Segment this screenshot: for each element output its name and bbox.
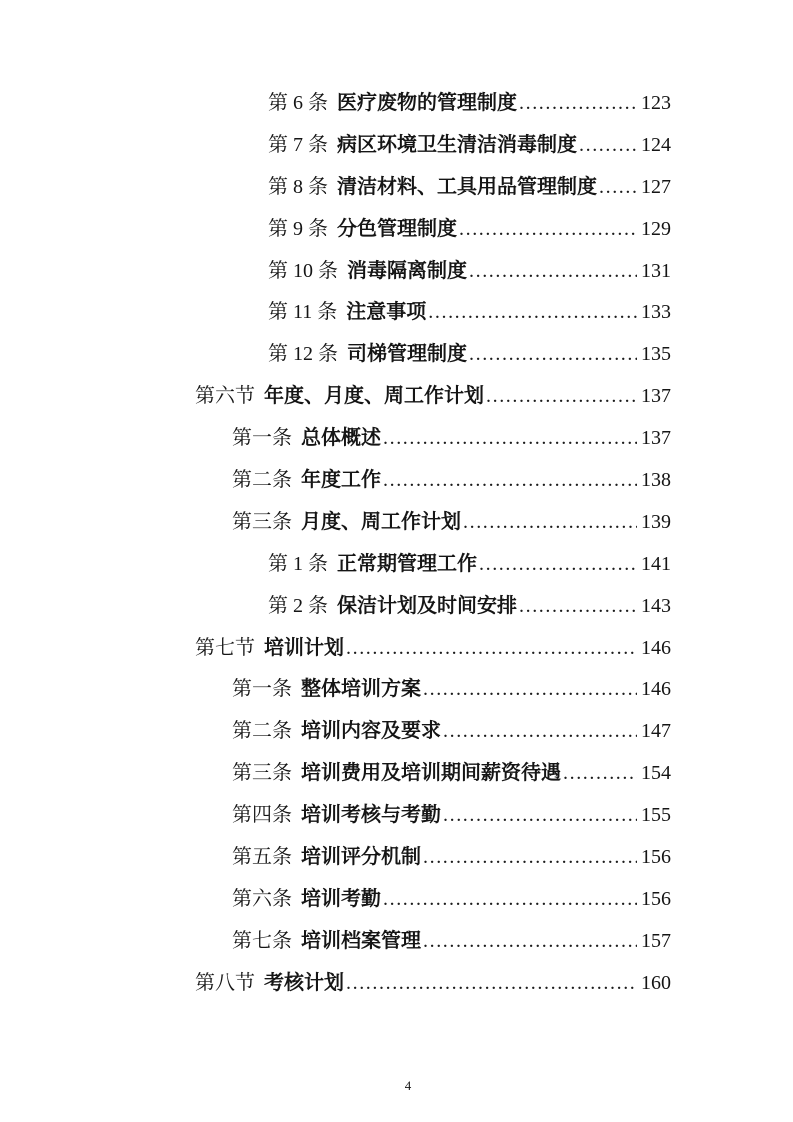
toc-entry-page: 156 xyxy=(641,846,671,869)
toc-leader-dots xyxy=(469,251,637,293)
toc-entry-prefix: 第六节 xyxy=(195,385,255,408)
toc-entry-prefix: 第 10 条 xyxy=(268,259,338,282)
toc-leader-dots xyxy=(459,209,637,251)
toc-leader-dots xyxy=(346,628,637,670)
toc-entry-title: 整体培训方案 xyxy=(301,678,421,701)
toc-entry[interactable] xyxy=(0,795,793,837)
toc-entry-title: 培训考核与考勤 xyxy=(301,804,441,827)
toc-entry-page: 135 xyxy=(641,343,671,366)
toc-entry-prefix: 第一条 xyxy=(232,678,292,701)
toc-entry[interactable] xyxy=(0,586,793,628)
toc-entry-page: 143 xyxy=(641,594,671,617)
toc-leader-dots xyxy=(579,125,637,167)
toc-entry-page: 147 xyxy=(641,720,671,743)
toc-entry-page: 146 xyxy=(641,678,671,701)
toc-entry-prefix: 第 8 条 xyxy=(268,175,328,198)
toc-entry-page: 133 xyxy=(641,301,671,324)
toc-leader-dots xyxy=(423,837,637,879)
toc-entry[interactable] xyxy=(0,544,793,586)
toc-leader-dots xyxy=(519,83,637,125)
toc-entry-prefix: 第四条 xyxy=(232,804,292,827)
toc-entry-prefix: 第 2 条 xyxy=(268,594,328,617)
toc-entry-page: 129 xyxy=(641,217,671,240)
toc-entry-title: 消毒隔离制度 xyxy=(347,259,467,282)
toc-entry-title: 月度、周工作计划 xyxy=(301,510,461,533)
toc-entry-prefix: 第二条 xyxy=(232,720,292,743)
toc-entry-prefix: 第一条 xyxy=(232,427,292,450)
toc-entry-page: 137 xyxy=(641,427,671,450)
toc-entry[interactable] xyxy=(0,753,793,795)
toc-leader-dots xyxy=(519,586,637,628)
toc-entry-prefix: 第七条 xyxy=(232,929,292,952)
toc-entry-title: 医疗废物的管理制度 xyxy=(337,92,517,114)
toc-entry-page: 124 xyxy=(641,133,671,156)
toc-entry-page: 127 xyxy=(641,175,671,198)
toc-entry[interactable] xyxy=(0,502,793,544)
toc-entry-prefix: 第 1 条 xyxy=(268,552,328,575)
toc-entry-page: 156 xyxy=(641,887,671,910)
toc-leader-dots xyxy=(443,711,637,753)
toc-entry[interactable] xyxy=(0,251,793,293)
toc-entry-page: 131 xyxy=(641,259,671,282)
toc-leader-dots xyxy=(599,167,637,209)
toc-leader-dots xyxy=(383,418,637,460)
toc-entry-title: 培训档案管理 xyxy=(301,929,421,952)
toc-leader-dots xyxy=(479,544,637,586)
toc-entry[interactable] xyxy=(0,460,793,502)
toc-entry-page: 137 xyxy=(641,385,671,408)
toc-list xyxy=(0,83,793,1005)
toc-entry[interactable] xyxy=(0,628,793,670)
toc-entry[interactable] xyxy=(0,837,793,879)
toc-entry-prefix: 第七节 xyxy=(195,636,255,659)
toc-entry-title: 培训考勤 xyxy=(301,887,381,910)
toc-entry[interactable] xyxy=(0,292,793,334)
toc-entry[interactable] xyxy=(0,711,793,753)
toc-entry-title: 正常期管理工作 xyxy=(337,552,477,575)
toc-entry-prefix: 第 7 条 xyxy=(268,133,328,156)
toc-leader-dots xyxy=(469,334,637,376)
toc-entry-title: 培训费用及培训期间薪资待遇 xyxy=(301,762,561,785)
toc-entry-title: 培训评分机制 xyxy=(301,846,421,869)
toc-entry-title: 清洁材料、工具用品管理制度 xyxy=(337,175,597,198)
toc-entry-prefix: 第 9 条 xyxy=(268,217,328,240)
toc-entry[interactable] xyxy=(0,921,793,963)
toc-leader-dots xyxy=(463,502,637,544)
toc-entry-page: 139 xyxy=(641,510,671,533)
toc-leader-dots xyxy=(423,669,637,711)
toc-leader-dots xyxy=(563,753,637,795)
toc-entry-prefix: 第 11 条 xyxy=(268,301,338,324)
toc-entry-page: 138 xyxy=(641,469,671,492)
toc-entry-title: 培训计划 xyxy=(264,636,344,659)
toc-entry-prefix: 第三条 xyxy=(232,762,292,785)
toc-entry-title: 年度、月度、周工作计划 xyxy=(264,385,484,408)
toc-entry[interactable] xyxy=(0,963,793,1005)
toc-entry-title: 病区环境卫生清洁消毒制度 xyxy=(337,133,577,156)
toc-leader-dots xyxy=(428,292,637,334)
toc-entry-title: 考核计划 xyxy=(264,971,344,994)
toc-entry[interactable] xyxy=(0,334,793,376)
toc-entry-title: 保洁计划及时间安排 xyxy=(337,594,517,617)
toc-leader-dots xyxy=(383,879,637,921)
toc-entry-title: 注意事项 xyxy=(346,301,427,324)
toc-entry-prefix: 第六条 xyxy=(232,887,292,910)
toc-entry[interactable] xyxy=(0,209,793,251)
toc-entry[interactable] xyxy=(0,167,793,209)
toc-entry[interactable] xyxy=(0,669,793,711)
toc-entry-title: 司梯管理制度 xyxy=(347,343,467,366)
page-footer xyxy=(0,1076,793,1096)
toc-entry-prefix: 第三条 xyxy=(232,510,292,533)
toc-entry-page: 141 xyxy=(641,552,671,575)
toc-entry[interactable] xyxy=(0,418,793,460)
toc-entry-prefix: 第 12 条 xyxy=(268,343,338,366)
toc-entry-page: 155 xyxy=(641,804,671,827)
toc-leader-dots xyxy=(443,795,637,837)
toc-entry[interactable] xyxy=(0,879,793,921)
toc-entry[interactable] xyxy=(0,83,793,125)
toc-entry-title: 总体概述 xyxy=(301,427,381,450)
toc-leader-dots xyxy=(486,376,637,418)
toc-entry[interactable] xyxy=(0,376,793,418)
toc-entry-title: 年度工作 xyxy=(301,469,381,492)
toc-entry-title: 分色管理制度 xyxy=(337,217,457,240)
toc-entry-title: 培训内容及要求 xyxy=(301,720,441,743)
toc-leader-dots xyxy=(383,460,637,502)
toc-entry-prefix: 第 6 条 xyxy=(268,92,328,114)
toc-entry-page: 154 xyxy=(641,762,671,785)
toc-entry-page: 146 xyxy=(641,636,671,659)
page-number: 4 xyxy=(404,1078,412,1093)
toc-entry-prefix: 第五条 xyxy=(232,846,292,869)
toc-entry-prefix: 第二条 xyxy=(232,469,292,492)
toc-entry-page: 157 xyxy=(641,929,671,952)
toc-leader-dots xyxy=(423,921,637,963)
toc-leader-dots xyxy=(346,963,637,1005)
toc-entry[interactable] xyxy=(0,125,793,167)
toc-entry-prefix: 第八节 xyxy=(195,971,255,994)
toc-entry-page: 160 xyxy=(641,971,671,994)
toc-entry-page: 123 xyxy=(641,92,671,114)
